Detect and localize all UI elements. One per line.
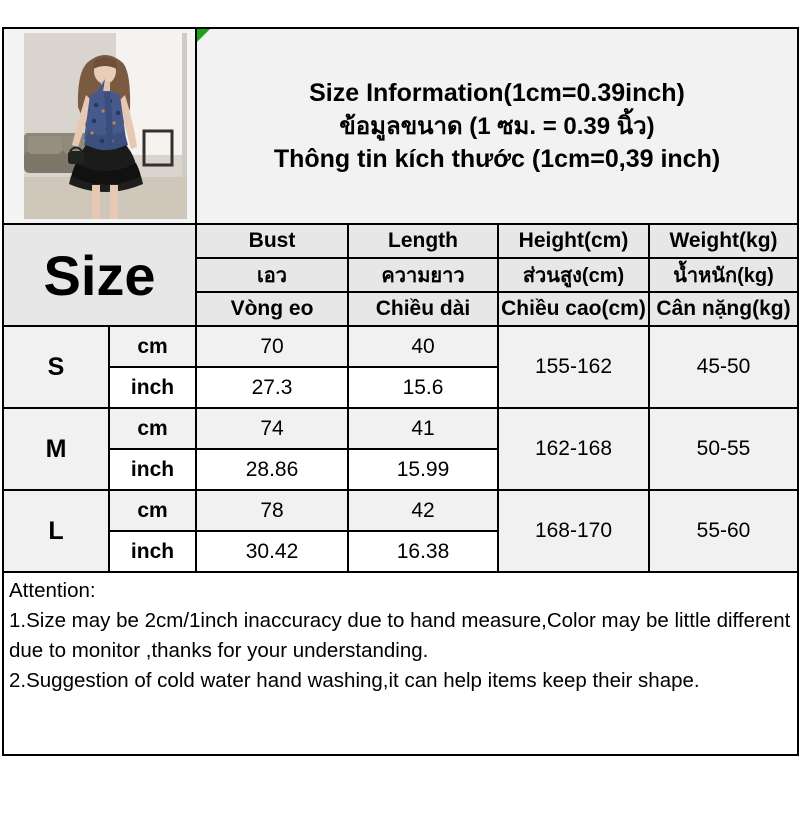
unit-cm: cm [109, 408, 196, 449]
attention-note [3, 572, 798, 755]
s-bust-inch: 27.3 [196, 367, 348, 408]
col-header-weight-th: น้ำหนัก(kg) [649, 258, 798, 292]
col-header-length-vi: Chiều dài [348, 292, 498, 326]
m-height-range: 162-168 [498, 408, 649, 490]
attention-line-1: 1.Size may be 2cm/1inch inaccuracy due to hand measure,Color may be little different due to monitor ,thanks for your understanding. [9, 609, 791, 662]
col-header-weight-vi: Cân nặng(kg) [649, 292, 798, 326]
s-bust-cm: 70 [196, 326, 348, 367]
s-length-cm: 40 [348, 326, 498, 367]
attention-heading: Attention: [9, 579, 96, 602]
l-length-inch: 16.38 [348, 531, 498, 572]
l-length-cm: 42 [348, 490, 498, 531]
m-length-inch: 15.99 [348, 449, 498, 490]
col-header-weight-en: Weight(kg) [649, 224, 798, 258]
s-height-range: 155-162 [498, 326, 649, 408]
unit-inch: inch [109, 367, 196, 408]
product-photo [24, 33, 187, 219]
title-vietnamese: Thông tin kích thước (1cm=0,39 inch) [273, 144, 721, 173]
size-corner-label: Size [3, 224, 196, 326]
unit-inch: inch [109, 531, 196, 572]
size-label-s: S [3, 326, 109, 408]
col-header-height-th: ส่วนสูง(cm) [498, 258, 649, 292]
title-english: Size Information(1cm=0.39inch) [309, 78, 685, 107]
s-length-inch: 15.6 [348, 367, 498, 408]
size-label-m: M [3, 408, 109, 490]
unit-inch: inch [109, 449, 196, 490]
l-weight-range: 55-60 [649, 490, 798, 572]
unit-cm: cm [109, 490, 196, 531]
col-header-height-vi: Chiều cao(cm) [498, 292, 649, 326]
title-thai: ข้อมูลขนาด (1 ซม. = 0.39 นิ้ว) [339, 112, 655, 140]
col-header-bust-vi: Vòng eo [196, 292, 348, 326]
m-bust-inch: 28.86 [196, 449, 348, 490]
size-chart-table [2, 27, 799, 756]
cell-note-triangle-icon [197, 29, 210, 42]
title-cell [196, 28, 798, 224]
col-header-length-en: Length [348, 224, 498, 258]
size-label-l: L [3, 490, 109, 572]
col-header-length-th: ความยาว [348, 258, 498, 292]
l-height-range: 168-170 [498, 490, 649, 572]
attention-line-2: 2.Suggestion of cold water hand washing,it can help items keep their shape. [9, 669, 700, 692]
product-photo-cell [3, 28, 196, 224]
l-bust-cm: 78 [196, 490, 348, 531]
col-header-bust-th: เอว [196, 258, 348, 292]
m-length-cm: 41 [348, 408, 498, 449]
col-header-bust-en: Bust [196, 224, 348, 258]
s-weight-range: 45-50 [649, 326, 798, 408]
m-weight-range: 50-55 [649, 408, 798, 490]
m-bust-cm: 74 [196, 408, 348, 449]
l-bust-inch: 30.42 [196, 531, 348, 572]
unit-cm: cm [109, 326, 196, 367]
col-header-height-en: Height(cm) [498, 224, 649, 258]
